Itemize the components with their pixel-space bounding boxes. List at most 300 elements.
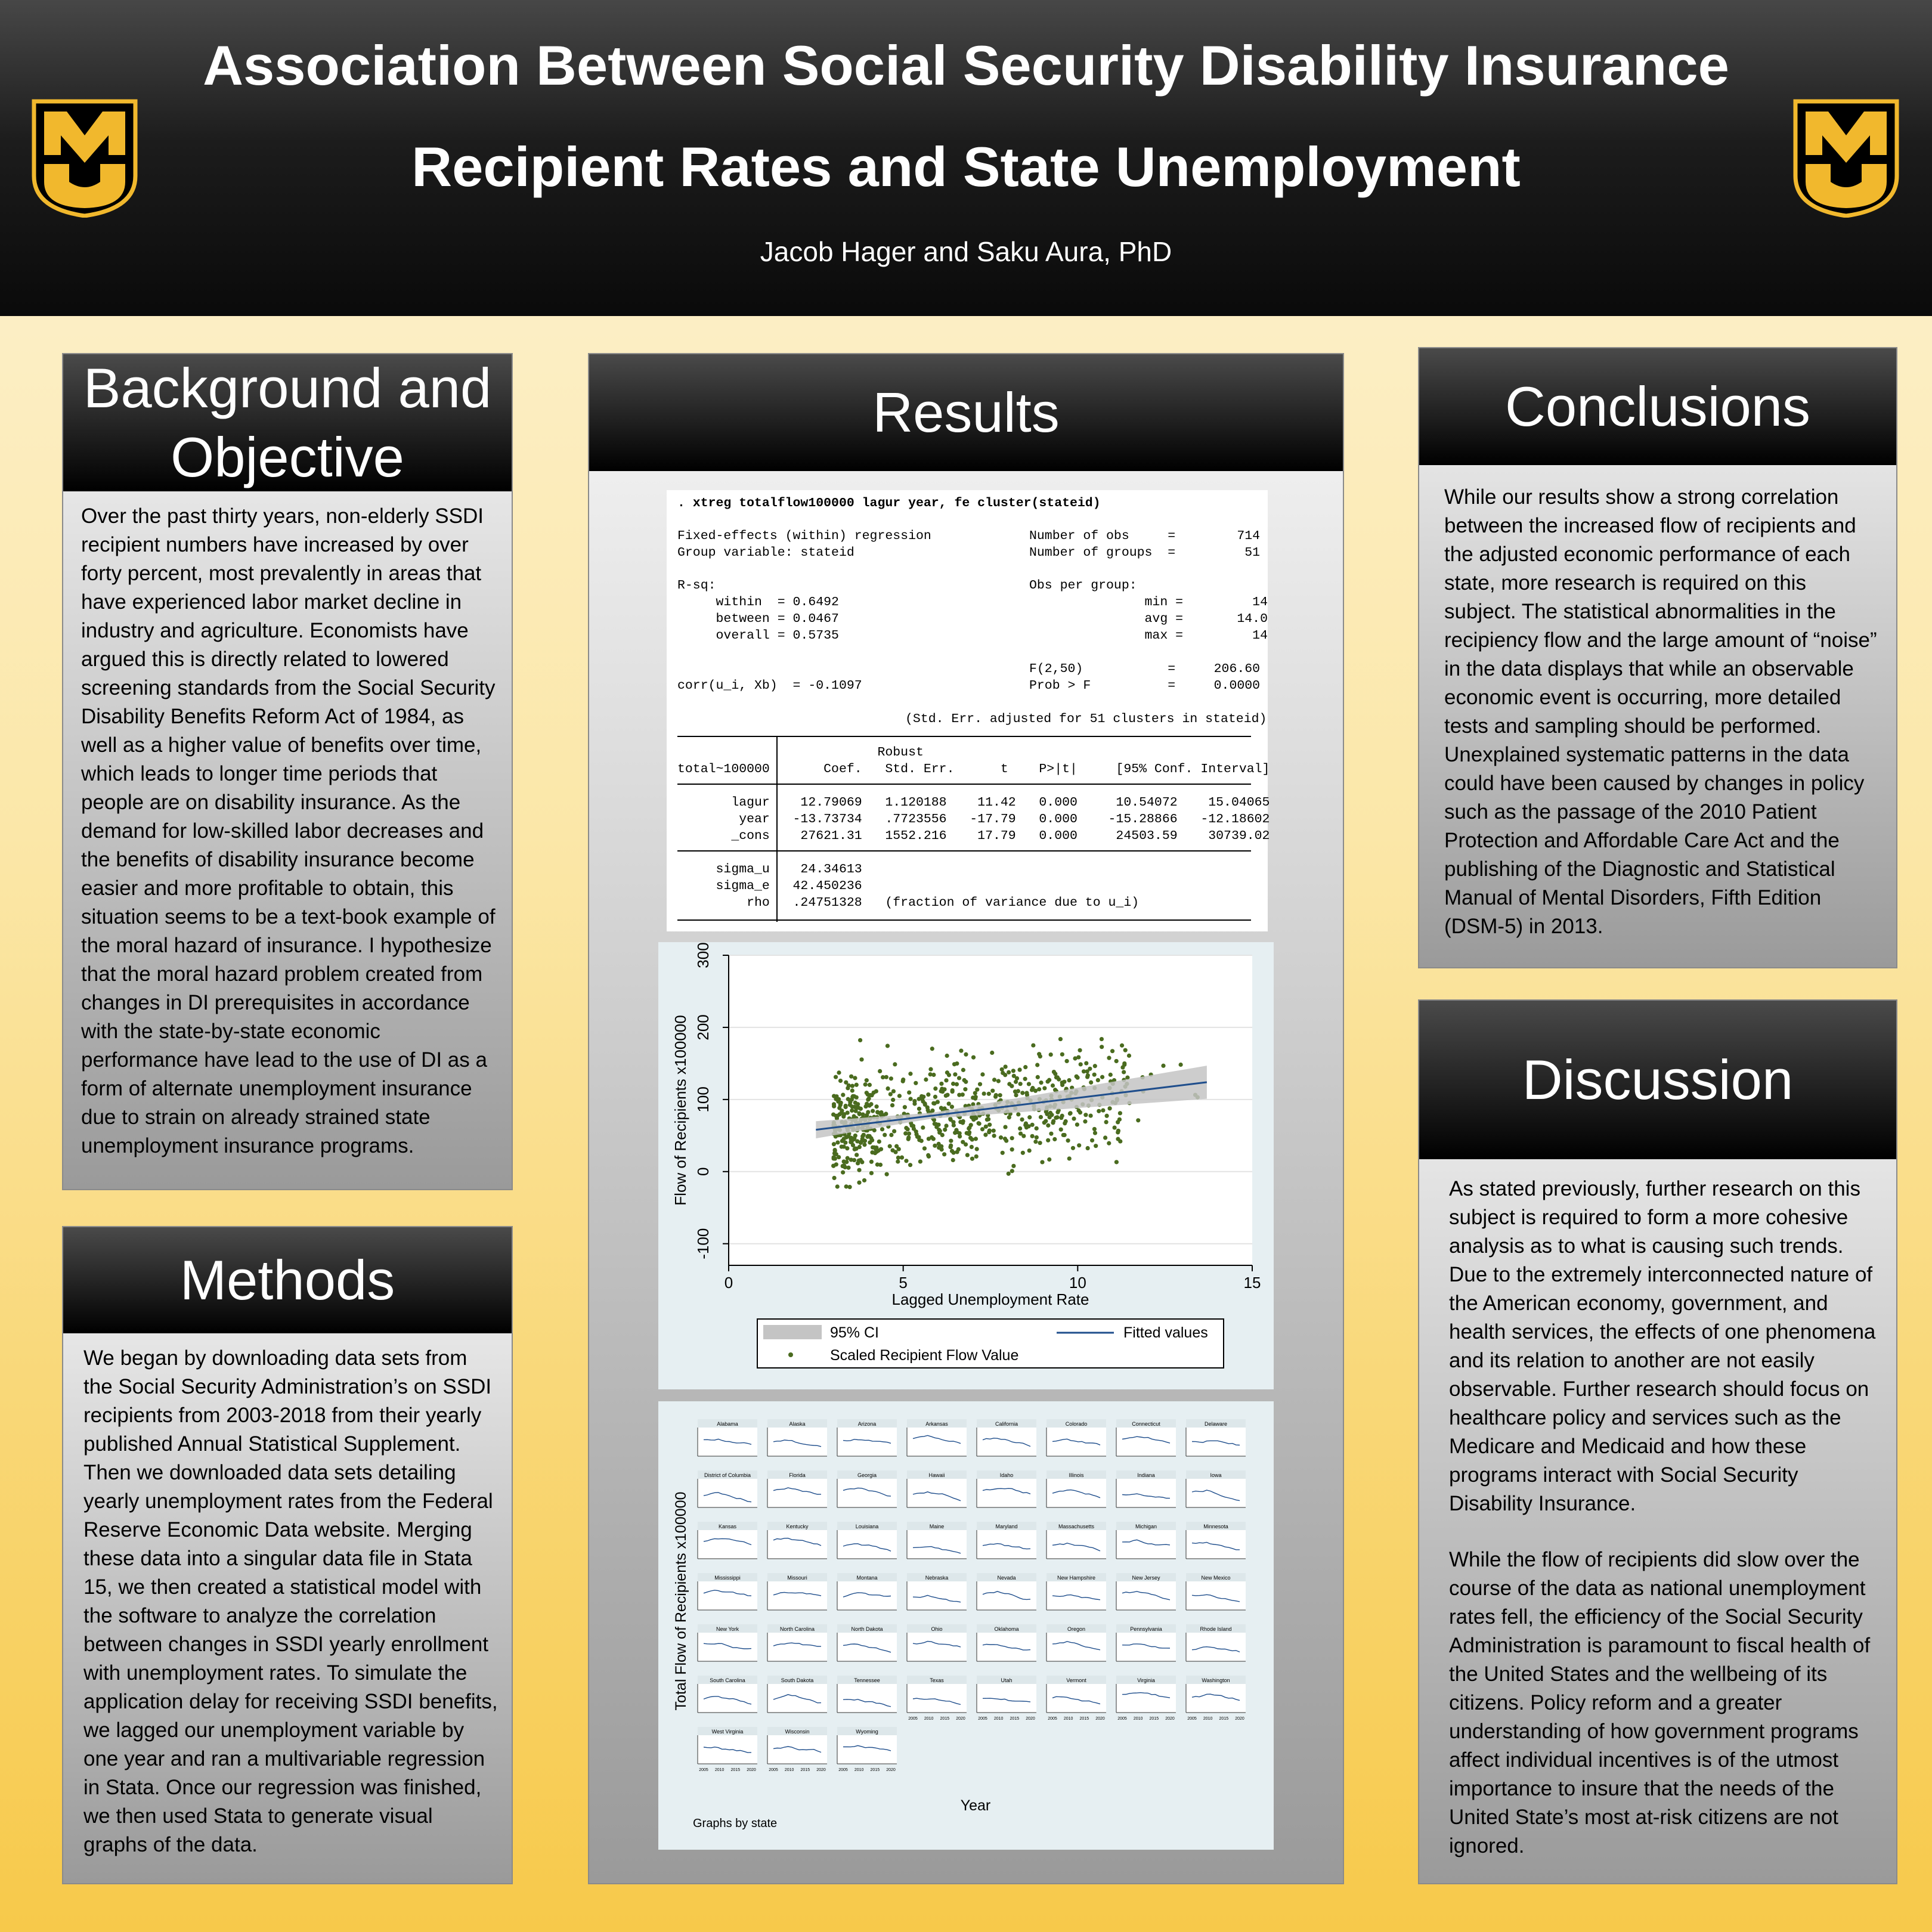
state-x-tick-label: 2005 bbox=[1187, 1717, 1197, 1721]
data-point bbox=[903, 1105, 907, 1109]
data-point bbox=[1116, 1137, 1120, 1141]
data-point bbox=[842, 1112, 846, 1116]
data-point bbox=[1003, 1073, 1007, 1077]
data-point bbox=[877, 1140, 881, 1144]
data-point bbox=[996, 1079, 1001, 1083]
data-point bbox=[901, 1079, 905, 1083]
data-point bbox=[921, 1099, 925, 1103]
table-row: sigma_u 24.34613 bbox=[677, 862, 862, 877]
data-point bbox=[1072, 1116, 1076, 1120]
data-point bbox=[841, 1164, 845, 1168]
data-point bbox=[936, 1100, 940, 1104]
data-point bbox=[1083, 1119, 1087, 1123]
data-point bbox=[1061, 1133, 1066, 1137]
data-point bbox=[983, 1132, 987, 1137]
state-x-tick-label: 2015 bbox=[1219, 1717, 1229, 1721]
data-point bbox=[1030, 1134, 1035, 1138]
data-point bbox=[1024, 1091, 1029, 1095]
data-point bbox=[1027, 1115, 1032, 1119]
data-point bbox=[1100, 1037, 1104, 1041]
data-point bbox=[1178, 1063, 1182, 1067]
data-point bbox=[1018, 1082, 1023, 1086]
data-point bbox=[847, 1083, 851, 1088]
state-panel-plot bbox=[837, 1684, 897, 1713]
data-point bbox=[973, 1116, 977, 1120]
methods-panel bbox=[62, 1226, 513, 1884]
state-panel-plot bbox=[907, 1428, 967, 1456]
state-panel bbox=[698, 1573, 757, 1610]
state-panel bbox=[767, 1573, 827, 1610]
data-point bbox=[1052, 1070, 1056, 1074]
data-point bbox=[1120, 1044, 1124, 1048]
table-row: _cons 27621.31 1552.216 17.79 0.000 24503.59 30739.02 bbox=[677, 829, 1270, 843]
data-point bbox=[874, 1089, 878, 1093]
data-point bbox=[880, 1127, 884, 1131]
data-point bbox=[993, 1095, 998, 1099]
data-point bbox=[834, 1094, 838, 1098]
regression-output bbox=[667, 490, 1268, 931]
data-point bbox=[1103, 1135, 1107, 1140]
state-panel bbox=[698, 1419, 757, 1456]
data-point bbox=[878, 1069, 882, 1073]
state-panel bbox=[767, 1624, 827, 1661]
panels-y-label: Total Flow of Recipients x100000 bbox=[673, 1491, 689, 1711]
data-point bbox=[837, 1106, 841, 1110]
data-point bbox=[1086, 1146, 1090, 1150]
state-panel bbox=[1046, 1470, 1106, 1507]
data-point bbox=[863, 1082, 868, 1086]
state-panel-plot bbox=[767, 1581, 827, 1610]
data-point bbox=[1007, 1070, 1011, 1075]
data-point bbox=[838, 1079, 843, 1083]
data-point bbox=[841, 1093, 845, 1097]
state-name: South Dakota bbox=[781, 1677, 814, 1683]
state-panel bbox=[837, 1470, 897, 1507]
state-x-tick-label: 2020 bbox=[956, 1717, 965, 1721]
data-point bbox=[1083, 1113, 1088, 1117]
data-point bbox=[1051, 1120, 1055, 1125]
state-panel bbox=[977, 1624, 1036, 1661]
data-point bbox=[1049, 1132, 1053, 1136]
state-panel bbox=[907, 1676, 967, 1721]
state-panel-plot bbox=[698, 1633, 757, 1661]
state-name: Arizona bbox=[857, 1421, 877, 1427]
data-point bbox=[1020, 1117, 1024, 1122]
state-panel-plot bbox=[1116, 1581, 1176, 1610]
discussion-panel bbox=[1418, 999, 1897, 1884]
data-point bbox=[951, 1082, 955, 1086]
panels-x-label: Year bbox=[960, 1797, 991, 1814]
state-name: New Hampshire bbox=[1057, 1575, 1096, 1581]
poster-title-line2: Recipient Rates and State Unemployment bbox=[411, 135, 1521, 198]
state-name: Arkansas bbox=[925, 1421, 948, 1427]
stata-line: Number of obs = 714 bbox=[1029, 529, 1261, 543]
state-panel bbox=[1046, 1624, 1106, 1661]
data-point bbox=[832, 1142, 836, 1146]
state-x-tick-label: 2005 bbox=[1048, 1717, 1057, 1721]
data-point bbox=[1007, 1115, 1011, 1119]
data-point bbox=[939, 1082, 943, 1086]
data-point bbox=[943, 1128, 947, 1132]
state-panel bbox=[977, 1676, 1036, 1721]
conclusions-body: While our results show a strong correlation between the increased flow of recipients and the adjusted economic performance of each state, more research is required on this subject. The statistical abnormalities in the recipiency flow and the large amount of “noise” in the data displays that while an observable economic event is occurring, more detailed tests and sampling should be performed. Unexplained systematic patterns in the data could have been caused by changes in policy such as the passage of the 2010 Patient Protection and Affordable Care Act and the publishing of the Diagnostic and Statistical Manual of Mental Disorders, Fifth Edition (DSM-5) in 2013. bbox=[1444, 485, 1877, 938]
data-point bbox=[862, 1178, 866, 1182]
state-name: Tennessee bbox=[854, 1677, 880, 1683]
state-x-tick-label: 2020 bbox=[747, 1768, 756, 1772]
data-point bbox=[1122, 1061, 1126, 1066]
data-point bbox=[884, 1075, 888, 1079]
state-panel bbox=[907, 1470, 967, 1507]
state-name: Massachusetts bbox=[1058, 1524, 1095, 1530]
data-point bbox=[1060, 1114, 1064, 1118]
state-panel-plot bbox=[767, 1428, 827, 1456]
data-point bbox=[865, 1078, 869, 1082]
data-point bbox=[1076, 1109, 1080, 1113]
state-panel-plot bbox=[698, 1530, 757, 1559]
data-point bbox=[1037, 1087, 1041, 1091]
data-point bbox=[868, 1140, 872, 1144]
state-name: Oregon bbox=[1067, 1626, 1086, 1632]
data-point bbox=[1010, 1169, 1014, 1173]
data-point bbox=[959, 1049, 963, 1053]
data-point bbox=[1071, 1146, 1075, 1150]
data-point bbox=[965, 1153, 970, 1157]
data-point bbox=[984, 1125, 988, 1129]
data-point bbox=[1104, 1120, 1109, 1124]
data-point bbox=[1101, 1108, 1105, 1112]
stata-line: max = 14 bbox=[1029, 628, 1268, 643]
stata-command: . xtreg totalflow100000 lagur year, fe cluster(stateid) bbox=[677, 496, 1101, 510]
data-point bbox=[1067, 1156, 1072, 1160]
data-point bbox=[870, 1150, 874, 1154]
data-point bbox=[1089, 1080, 1093, 1085]
state-panel bbox=[907, 1419, 967, 1456]
state-name: Wisconsin bbox=[785, 1729, 810, 1735]
state-x-tick-label: 2005 bbox=[1117, 1717, 1127, 1721]
data-point bbox=[950, 1105, 954, 1109]
data-point bbox=[917, 1107, 921, 1111]
data-point bbox=[999, 1135, 1003, 1140]
discussion-body-1: As stated previously, further research on this subject is required to form a more cohesive analysis as to what is causing such trends. Due to the extremely interconnected nature of the American economy, government, and health services, the effects of one phenomena and its relation to another are not easily observable. Further research should focus on healthcare policy and services such as the Medicare and Medicaid and how these programs interact with Social Security Disability Insurance. bbox=[1449, 1177, 1876, 1515]
background-heading: Background and Objective bbox=[63, 354, 512, 491]
state-x-tick-label: 2010 bbox=[993, 1717, 1004, 1721]
data-point bbox=[915, 1135, 919, 1139]
plot-legend bbox=[757, 1319, 1224, 1368]
data-point bbox=[918, 1159, 922, 1163]
data-point bbox=[846, 1134, 850, 1138]
state-panel bbox=[698, 1470, 757, 1507]
table-rule bbox=[677, 736, 1251, 737]
data-point bbox=[1067, 1078, 1071, 1082]
state-panel bbox=[1186, 1573, 1246, 1610]
data-point bbox=[1010, 1147, 1014, 1151]
data-point bbox=[930, 1046, 934, 1051]
data-point bbox=[1040, 1160, 1044, 1164]
data-point bbox=[1161, 1064, 1165, 1068]
state-panel-plot bbox=[1046, 1479, 1106, 1507]
data-point bbox=[891, 1098, 895, 1102]
data-point bbox=[1060, 1052, 1064, 1057]
data-point bbox=[1054, 1116, 1058, 1120]
data-point bbox=[1109, 1073, 1113, 1077]
data-point bbox=[1035, 1126, 1039, 1131]
data-point bbox=[1094, 1144, 1098, 1148]
data-point bbox=[846, 1166, 850, 1170]
state-name: Virginia bbox=[1137, 1677, 1155, 1683]
data-point bbox=[951, 1158, 955, 1162]
stata-line: Group variable: stateid bbox=[677, 546, 854, 560]
data-point bbox=[857, 1145, 862, 1149]
state-x-tick-label: 2020 bbox=[1165, 1717, 1175, 1721]
state-name: Nevada bbox=[997, 1575, 1016, 1581]
data-point bbox=[832, 1176, 836, 1180]
data-point bbox=[1089, 1113, 1093, 1117]
data-point bbox=[1105, 1114, 1109, 1118]
data-point bbox=[933, 1086, 937, 1091]
data-point bbox=[859, 1057, 863, 1061]
data-point bbox=[930, 1135, 934, 1140]
data-point bbox=[835, 1184, 840, 1188]
data-point bbox=[1038, 1141, 1042, 1145]
state-panel-plot bbox=[767, 1633, 827, 1661]
state-panel bbox=[1046, 1676, 1106, 1721]
data-point bbox=[1051, 1083, 1055, 1088]
state-name: Minnesota bbox=[1203, 1524, 1228, 1530]
data-point bbox=[970, 1137, 974, 1141]
state-x-tick-label: 2015 bbox=[870, 1768, 880, 1772]
state-panel bbox=[1116, 1470, 1176, 1507]
data-point bbox=[850, 1084, 854, 1088]
data-point bbox=[870, 1093, 874, 1097]
state-name: Michigan bbox=[1135, 1524, 1157, 1530]
data-point bbox=[832, 1155, 836, 1159]
data-point bbox=[1096, 1078, 1100, 1082]
data-point bbox=[931, 1073, 936, 1077]
data-point bbox=[865, 1091, 869, 1095]
state-panel bbox=[977, 1522, 1036, 1559]
state-panel-plot bbox=[1046, 1633, 1106, 1661]
data-point bbox=[857, 1181, 861, 1185]
state-x-tick-label: 2005 bbox=[908, 1717, 918, 1721]
data-point bbox=[1045, 1079, 1049, 1083]
data-point bbox=[1116, 1130, 1120, 1134]
stata-line: between = 0.0467 bbox=[677, 612, 839, 626]
stata-line: Number of groups = 51 bbox=[1029, 546, 1261, 560]
state-x-tick-label: 2020 bbox=[886, 1768, 896, 1772]
state-name: Georgia bbox=[857, 1472, 877, 1478]
state-x-tick-label: 2005 bbox=[978, 1717, 987, 1721]
data-point bbox=[1064, 1119, 1068, 1123]
state-x-tick-label: 2010 bbox=[1133, 1717, 1143, 1721]
data-point bbox=[1030, 1088, 1034, 1092]
data-point bbox=[1012, 1074, 1016, 1078]
table-rule bbox=[677, 919, 1251, 921]
data-point bbox=[831, 1164, 835, 1168]
data-point bbox=[951, 1120, 955, 1124]
data-point bbox=[1014, 1080, 1018, 1084]
data-point bbox=[1020, 1091, 1024, 1095]
data-point bbox=[904, 1126, 908, 1130]
data-point bbox=[1114, 1160, 1119, 1164]
y-tick-label: 200 bbox=[694, 1014, 712, 1041]
state-panel-plot bbox=[1116, 1684, 1176, 1713]
state-panel bbox=[837, 1676, 897, 1713]
data-point bbox=[944, 1078, 948, 1082]
data-point bbox=[865, 1135, 869, 1139]
state-panel bbox=[1046, 1573, 1106, 1610]
data-point bbox=[1052, 1137, 1057, 1141]
data-point bbox=[1097, 1109, 1101, 1113]
state-panel bbox=[837, 1573, 897, 1610]
data-point bbox=[970, 1157, 974, 1161]
state-panel bbox=[977, 1419, 1036, 1456]
data-point bbox=[986, 1117, 990, 1121]
state-name: New Mexico bbox=[1201, 1575, 1231, 1581]
state-name: Hawaii bbox=[928, 1472, 945, 1478]
data-point bbox=[949, 1139, 953, 1143]
data-point bbox=[974, 1137, 978, 1141]
x-tick-label: 15 bbox=[1243, 1274, 1261, 1292]
background-panel bbox=[62, 353, 513, 1190]
state-x-tick-label: 2010 bbox=[854, 1768, 864, 1772]
state-panel bbox=[1186, 1676, 1246, 1721]
stata-line: min = 14 bbox=[1029, 595, 1268, 609]
legend-ci-swatch bbox=[763, 1325, 822, 1339]
data-point bbox=[869, 1102, 873, 1106]
state-panel bbox=[767, 1470, 827, 1507]
data-point bbox=[975, 1088, 979, 1092]
x-tick-label: 5 bbox=[899, 1274, 908, 1292]
data-point bbox=[990, 1051, 994, 1055]
data-point bbox=[884, 1111, 888, 1116]
scatter-plot bbox=[658, 942, 1274, 1389]
data-point bbox=[1023, 1077, 1027, 1081]
state-panel bbox=[907, 1522, 967, 1559]
discussion-body-2: While the flow of recipients did slow over the course of the data as national unemployment rates fell, the efficiency of the Social Security Administration is paramount to fiscal health of the United States and the wellbeing of its citizens. Policy reform and a greater understanding of how government programs affect individual incentives is of the utmost importance to insure that the needs of the United State’s most at-risk citizens are not ignored. bbox=[1449, 1548, 1871, 1857]
state-panel-plot bbox=[907, 1530, 967, 1559]
data-point bbox=[1114, 1059, 1119, 1063]
data-point bbox=[1027, 1148, 1032, 1153]
data-point bbox=[1033, 1140, 1038, 1144]
data-point bbox=[868, 1083, 872, 1087]
state-name: Ohio bbox=[931, 1626, 943, 1632]
data-point bbox=[963, 1087, 967, 1091]
data-point bbox=[1058, 1037, 1063, 1041]
data-point bbox=[939, 1106, 943, 1110]
legend-ci-label: 95% CI bbox=[830, 1324, 879, 1341]
scatter-svg bbox=[658, 942, 1274, 1389]
state-panel-plot bbox=[837, 1530, 897, 1559]
data-point bbox=[1088, 1067, 1092, 1071]
state-panel bbox=[767, 1727, 827, 1772]
data-point bbox=[883, 1133, 887, 1137]
stata-line: Fixed-effects (within) regression bbox=[677, 529, 931, 543]
state-panel-plot bbox=[837, 1479, 897, 1507]
state-x-tick-label: 2020 bbox=[1095, 1717, 1105, 1721]
data-point bbox=[1039, 1115, 1043, 1119]
state-x-tick-label: 2010 bbox=[1203, 1717, 1213, 1721]
data-point bbox=[1045, 1112, 1049, 1116]
state-name: North Carolina bbox=[779, 1626, 815, 1632]
data-point bbox=[1073, 1056, 1077, 1060]
data-point bbox=[832, 1148, 837, 1152]
data-point bbox=[961, 1120, 965, 1125]
x-axis-label: Lagged Unemployment Rate bbox=[891, 1290, 1089, 1308]
data-point bbox=[1038, 1054, 1042, 1058]
data-point bbox=[854, 1153, 859, 1157]
data-point bbox=[987, 1123, 992, 1127]
data-point bbox=[931, 1101, 936, 1106]
state-x-tick-label: 2015 bbox=[1010, 1717, 1020, 1721]
data-point bbox=[982, 1091, 986, 1095]
state-panel bbox=[1186, 1522, 1246, 1559]
data-point bbox=[948, 1145, 952, 1149]
data-point bbox=[990, 1089, 995, 1093]
state-panel-plot bbox=[977, 1581, 1036, 1610]
data-point bbox=[1039, 1080, 1043, 1085]
state-panel bbox=[1116, 1624, 1176, 1661]
data-point bbox=[919, 1139, 924, 1143]
data-point bbox=[1021, 1151, 1025, 1155]
data-point bbox=[907, 1131, 911, 1135]
data-point bbox=[1054, 1075, 1058, 1079]
background-body: Over the past thirty years, non-elderly SSDI recipient numbers have increased by over forty percent, most prevalently in areas that have experienced labor market decline in industry and agriculture. Economists have argued this is directly related to lowered screening standards from the Social Security Disability Benefits Reform Act of 1984, as well as a higher value of benefits over time, which leads to longer time periods that people are on disability insurance. As the demand for low-skilled labor decreases and the benefits of disability insurance become easier and more profitable to obtain, this situation seems to be a text-book example of the moral hazard of insurance. I hypothesize that the moral hazard problem created from changes in DI prerequisites in accordance with the state-by-state economic performance have lead to the use of DI as a form of alternate unemployment insurance due to strain on already strained state unemployment insurance programs. bbox=[81, 504, 496, 1157]
data-point bbox=[1065, 1059, 1069, 1063]
state-panel bbox=[907, 1624, 967, 1661]
data-point bbox=[987, 1092, 991, 1096]
data-point bbox=[869, 1160, 874, 1164]
data-point bbox=[850, 1088, 854, 1092]
poster-authors: Jacob Hager and Saku Aura, PhD bbox=[760, 236, 1172, 267]
state-panel bbox=[977, 1470, 1036, 1507]
state-name: Kansas bbox=[718, 1524, 737, 1530]
state-name: Illinois bbox=[1069, 1472, 1084, 1478]
state-panel-plot bbox=[1046, 1428, 1106, 1456]
data-point bbox=[1100, 1075, 1104, 1079]
data-point bbox=[857, 1159, 861, 1163]
y-tick-label: 0 bbox=[694, 1167, 712, 1176]
table-rule bbox=[677, 850, 1251, 852]
data-point bbox=[849, 1075, 853, 1079]
data-point bbox=[850, 1109, 854, 1113]
x-tick-label: 10 bbox=[1069, 1274, 1086, 1292]
state-panel bbox=[837, 1522, 897, 1559]
data-point bbox=[1110, 1049, 1114, 1053]
data-point bbox=[1118, 1111, 1122, 1115]
poster-title-line1: Association Between Social Security Disability Insurance bbox=[203, 34, 1729, 97]
state-panels bbox=[658, 1401, 1274, 1850]
data-point bbox=[944, 1094, 948, 1098]
data-point bbox=[908, 1163, 912, 1167]
data-point bbox=[839, 1101, 843, 1105]
data-point bbox=[1011, 1069, 1015, 1073]
data-point bbox=[1042, 1120, 1046, 1125]
data-point bbox=[1082, 1069, 1086, 1073]
state-panel-plot bbox=[698, 1479, 757, 1507]
state-name: Rhode Island bbox=[1200, 1626, 1232, 1632]
data-point bbox=[897, 1147, 901, 1151]
data-point bbox=[857, 1168, 861, 1172]
state-x-tick-label: 2015 bbox=[1079, 1717, 1089, 1721]
state-name: Washington bbox=[1202, 1677, 1230, 1683]
data-point bbox=[950, 1088, 955, 1092]
state-name: Idaho bbox=[999, 1472, 1014, 1478]
data-point bbox=[1031, 1043, 1035, 1047]
state-name: Pennsylvania bbox=[1130, 1626, 1162, 1632]
data-point bbox=[1010, 1136, 1014, 1140]
data-point bbox=[1085, 1075, 1089, 1079]
data-point bbox=[1035, 1135, 1039, 1140]
